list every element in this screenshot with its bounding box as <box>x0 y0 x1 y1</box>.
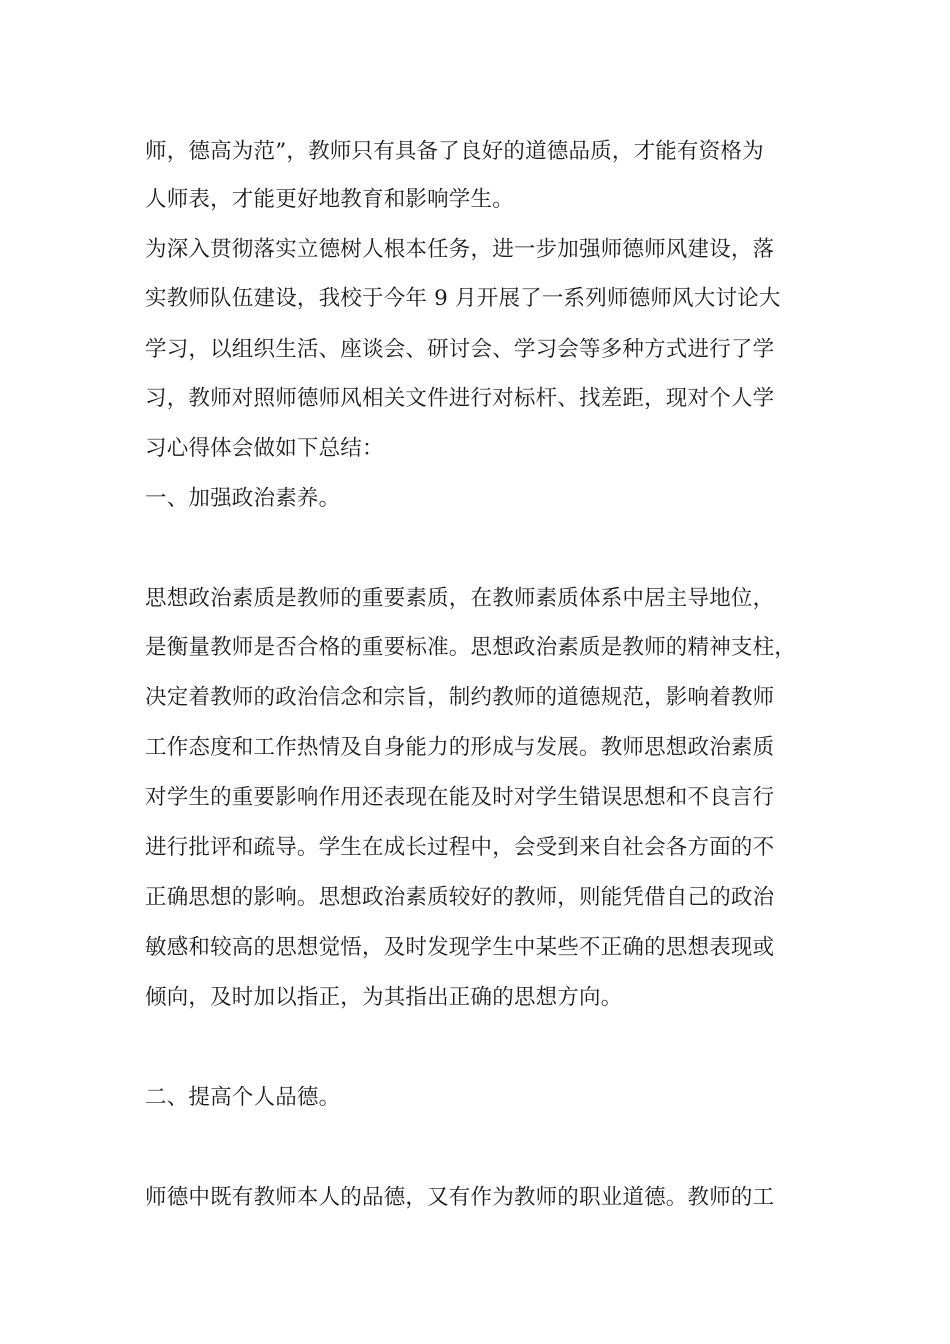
section-heading-1: 一、加强政治素养。 <box>145 486 341 511</box>
text-line: 师德中既有教师本人的品德，又有作为教师的职业道德。教师的工 <box>145 1185 775 1210</box>
text-line: 敏感和较高的思想觉悟，及时发现学生中某些不正确的思想表现或 <box>145 935 775 960</box>
text-line: 师，德高为范”，教师只有具备了良好的道德品质，才能有资格为 <box>145 139 764 164</box>
text-line: 倾向，及时加以指正，为其指出正确的思想方向。 <box>145 985 623 1010</box>
text-line: 人师表，才能更好地教育和影响学生。 <box>145 187 514 212</box>
text-line: 思想政治素质是教师的重要素质，在教师素质体系中居主导地位， <box>145 586 775 611</box>
section-heading-2: 二、提高个人品德。 <box>145 1085 341 1110</box>
text-line: 进行批评和疏导。学生在成长过程中，会受到来自社会各方面的不 <box>145 835 775 860</box>
text-line: 学习，以组织生活、座谈会、研讨会、学习会等多种方式进行了学 <box>145 337 775 362</box>
text-line: 对学生的重要影响作用还表现在能及时对学生错误思想和不良言行 <box>145 785 775 810</box>
text-line: 习，教师对照师德师风相关文件进行对标杆、找差距，现对个人学 <box>145 386 775 411</box>
text-line: 决定着教师的政治信念和宗旨，制约教师的道德规范，影响着教师 <box>145 685 775 710</box>
text-line: 工作态度和工作热情及自身能力的形成与发展。教师思想政治素质 <box>145 735 775 760</box>
text-line: 习心得体会做如下总结： <box>145 436 384 461</box>
text-line: 正确思想的影响。思想政治素质较好的教师，则能凭借自己的政治 <box>145 885 775 910</box>
text-line: 实教师队伍建设，我校于今年 9 月开展了一系列师德师风大讨论大 <box>145 286 781 311</box>
text-line: 是衡量教师是否合格的重要标准。思想政治素质是教师的精神支柱， <box>145 635 797 660</box>
text-line: 为深入贯彻落实立德树人根本任务，进一步加强师德师风建设，落 <box>145 237 775 262</box>
